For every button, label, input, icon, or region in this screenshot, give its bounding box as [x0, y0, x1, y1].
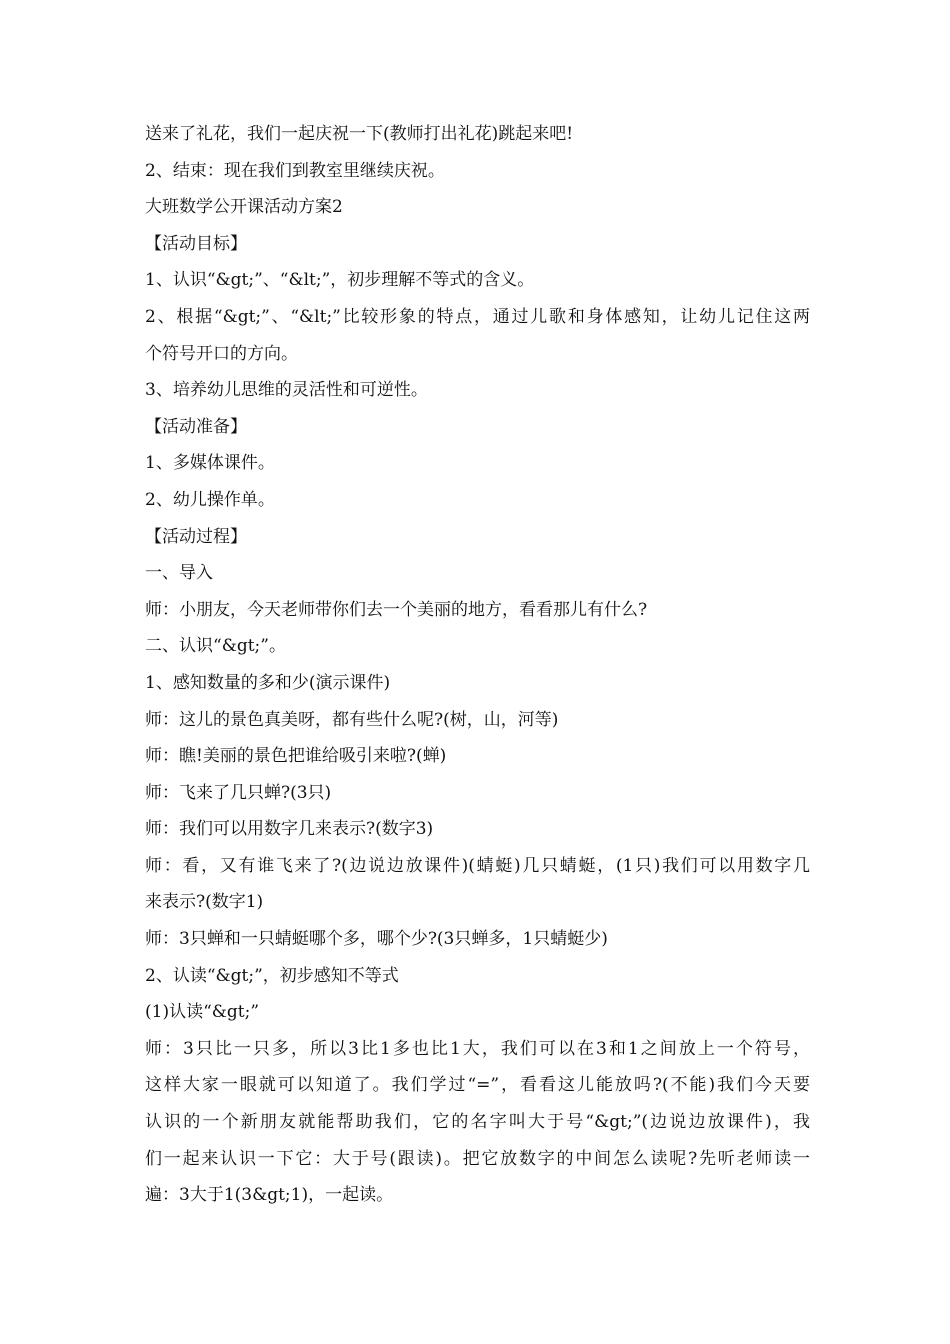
text-line: 来表示?(数字1) — [145, 892, 264, 913]
section-heading: 【活动目标】 — [145, 233, 247, 254]
text-line: 2、认读“&gt;”，初步感知不等式 — [145, 965, 399, 986]
text-line: 师：3只蝉和一只蜻蜓哪个多，哪个少?(3只蝉多，1只蜻蜓少) — [145, 929, 608, 950]
section-heading: 【活动过程】 — [145, 526, 247, 547]
section-title: 大班数学公开课活动方案2 — [145, 197, 343, 218]
text-line: 3、培养幼儿思维的灵活性和可逆性。 — [145, 380, 428, 401]
text-line: 1、感知数量的多和少(演示课件) — [145, 672, 391, 693]
text-line: 2、结束：现在我们到教室里继续庆祝。 — [145, 160, 445, 181]
text-line: 师：飞来了几只蝉?(3只) — [145, 782, 332, 803]
text-line: 1、多媒体课件。 — [145, 453, 275, 474]
text-line: 师：这儿的景色真美呀，都有些什么呢?(树，山，河等) — [145, 709, 559, 730]
text-line: 师：小朋友，今天老师带你们去一个美丽的地方，看看那儿有什么? — [145, 599, 648, 620]
text-line: 师：我们可以用数字几来表示?(数字3) — [145, 819, 434, 840]
text-line: 认识的一个新朋友就能帮助我们，它的名字叫大于号“&gt;”(边说边放课件)，我 — [145, 1112, 810, 1133]
text-line: 遍：3大于1(3&gt;1)，一起读。 — [145, 1185, 394, 1206]
section-heading: 【活动准备】 — [145, 416, 247, 437]
text-line: 这样大家一眼就可以知道了。我们学过“=”，看看这儿能放吗?(不能)我们今天要 — [145, 1075, 810, 1096]
text-line: 1、认识“&gt;”、“&lt;”，初步理解不等式的含义。 — [145, 270, 535, 291]
text-line: 个符号开口的方向。 — [145, 343, 298, 364]
text-line: (1)认读“&gt;” — [145, 1002, 260, 1023]
text-line: 送来了礼花，我们一起庆祝一下(教师打出礼花)跳起来吧! — [145, 124, 574, 144]
text-line: 一、导入 — [145, 563, 213, 584]
text-line: 师：3只比一只多，所以3比1多也比1大，我们可以在3和1之间放上一个符号， — [145, 1038, 810, 1059]
text-line: 2、幼儿操作单。 — [145, 489, 275, 510]
text-line: 2、根据“&gt;”、“&lt;”比较形象的特点，通过儿歌和身体感知，让幼儿记住这两 — [145, 306, 810, 327]
text-line: 们一起来认识一下它：大于号(跟读)。把它放数字的中间怎么读呢?先听老师读一 — [145, 1148, 810, 1169]
document-page — [145, 116, 810, 1214]
text-line: 师：看，又有谁飞来了?(边说边放课件)(蜻蜓)几只蜻蜓，(1只)我们可以用数字几 — [145, 855, 810, 876]
text-line: 师：瞧!美丽的景色把谁给吸引来啦?(蝉) — [145, 746, 447, 767]
text-line: 二、认识“&gt;”。 — [145, 636, 286, 657]
